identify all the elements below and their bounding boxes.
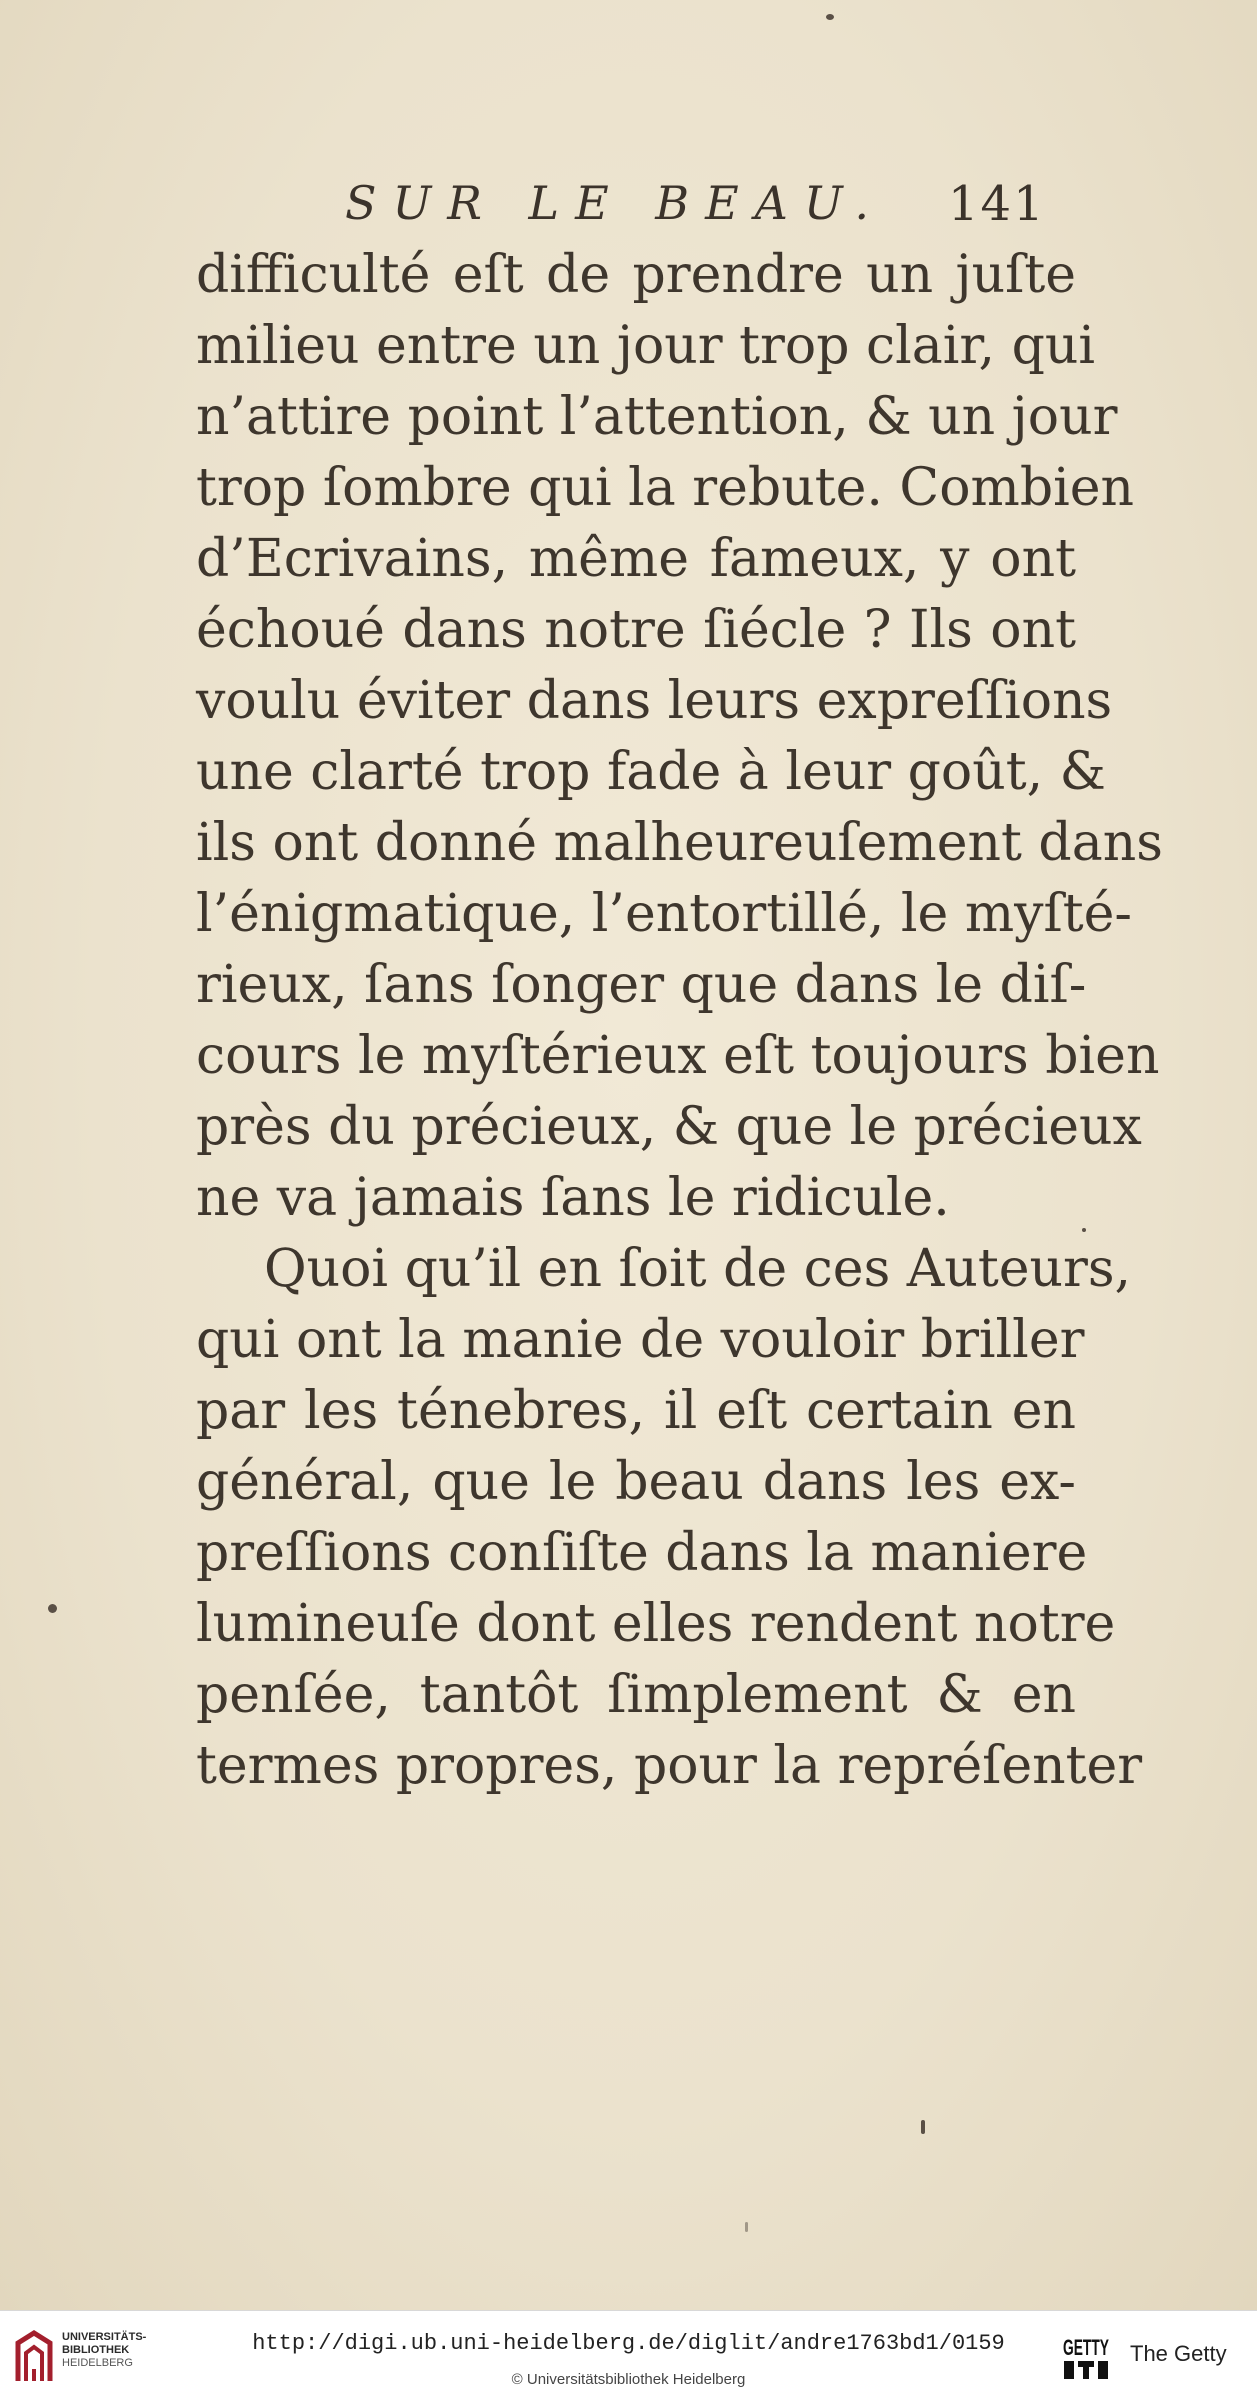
text-line: milieu entre un jour trop clair, qui: [196, 316, 1096, 376]
university-library-name: UNIVERSITÄTS- BIBLIOTHEK HEIDELBERG: [62, 2331, 147, 2369]
running-head: SUR LE BEAU.: [345, 176, 886, 230]
text-line: qui ont la manie de vouloir briller: [196, 1310, 1085, 1370]
text-line: l’énigmatique, l’entortillé, le myſté-: [196, 884, 1132, 944]
text-line: général, que le beau dans les ex-: [196, 1452, 1076, 1512]
copyright-notice: © Universitätsbibliothek Heidelberg: [511, 2371, 746, 2388]
paper-speck: [1082, 1228, 1086, 1232]
text-line: d’Ecrivains, même fameux, y ont: [196, 529, 1076, 589]
text-line: n’attire point l’attention, & un jour: [196, 387, 1118, 447]
text-line: par les ténebres, il eſt certain en: [196, 1381, 1076, 1441]
paper-speck: [826, 14, 834, 20]
text-line: preſſions conſiſte dans la maniere: [196, 1523, 1088, 1583]
text-line: une clarté trop fade à leur goût, &: [196, 742, 1106, 802]
paper-speck: [921, 2120, 925, 2134]
paper-speck: [745, 2222, 748, 2232]
text-line: échoué dans notre ſiécle ? Ils ont: [196, 600, 1076, 660]
getty-logo-icon: [1056, 2327, 1116, 2387]
paragraph-start-line: Quoi qu’il en ſoit de ces Auteurs,: [264, 1239, 1132, 1299]
text-line: difficulté eſt de prendre un juſte: [196, 245, 1076, 305]
text-line: voulu éviter dans leurs expreſſions: [196, 671, 1113, 731]
body-text: [196, 240, 1163, 1802]
text-line: ils ont donné malheureuſement dans: [196, 813, 1163, 873]
text-line: penſée, tantôt ſimplement & en: [196, 1665, 1076, 1725]
page-number: 141: [948, 176, 1046, 232]
text-line: cours le myſtérieux eſt toujours bien: [196, 1026, 1160, 1086]
svg-text:GETTY: GETTY: [1063, 2335, 1110, 2360]
text-line: termes propres, pour la repréſenter: [196, 1736, 1143, 1796]
paper-speck: [48, 1604, 57, 1613]
text-line: ne va jamais ſans le ridicule.: [196, 1168, 950, 1228]
text-line: lumineuſe dont elles rendent notre: [196, 1594, 1116, 1654]
permalink-url[interactable]: http://digi.ub.uni-heidelberg.de/diglit/andre1763bd1/0159: [252, 2331, 1005, 2356]
text-line: trop ſombre qui la rebute. Combien: [196, 458, 1135, 518]
viewer-footer: [0, 2310, 1257, 2403]
text-line: près du précieux, & que le précieux: [196, 1097, 1142, 1157]
text-line: rieux, ſans ſonger que dans le diſ-: [196, 955, 1087, 1015]
getty-label: The Getty: [1130, 2341, 1227, 2366]
